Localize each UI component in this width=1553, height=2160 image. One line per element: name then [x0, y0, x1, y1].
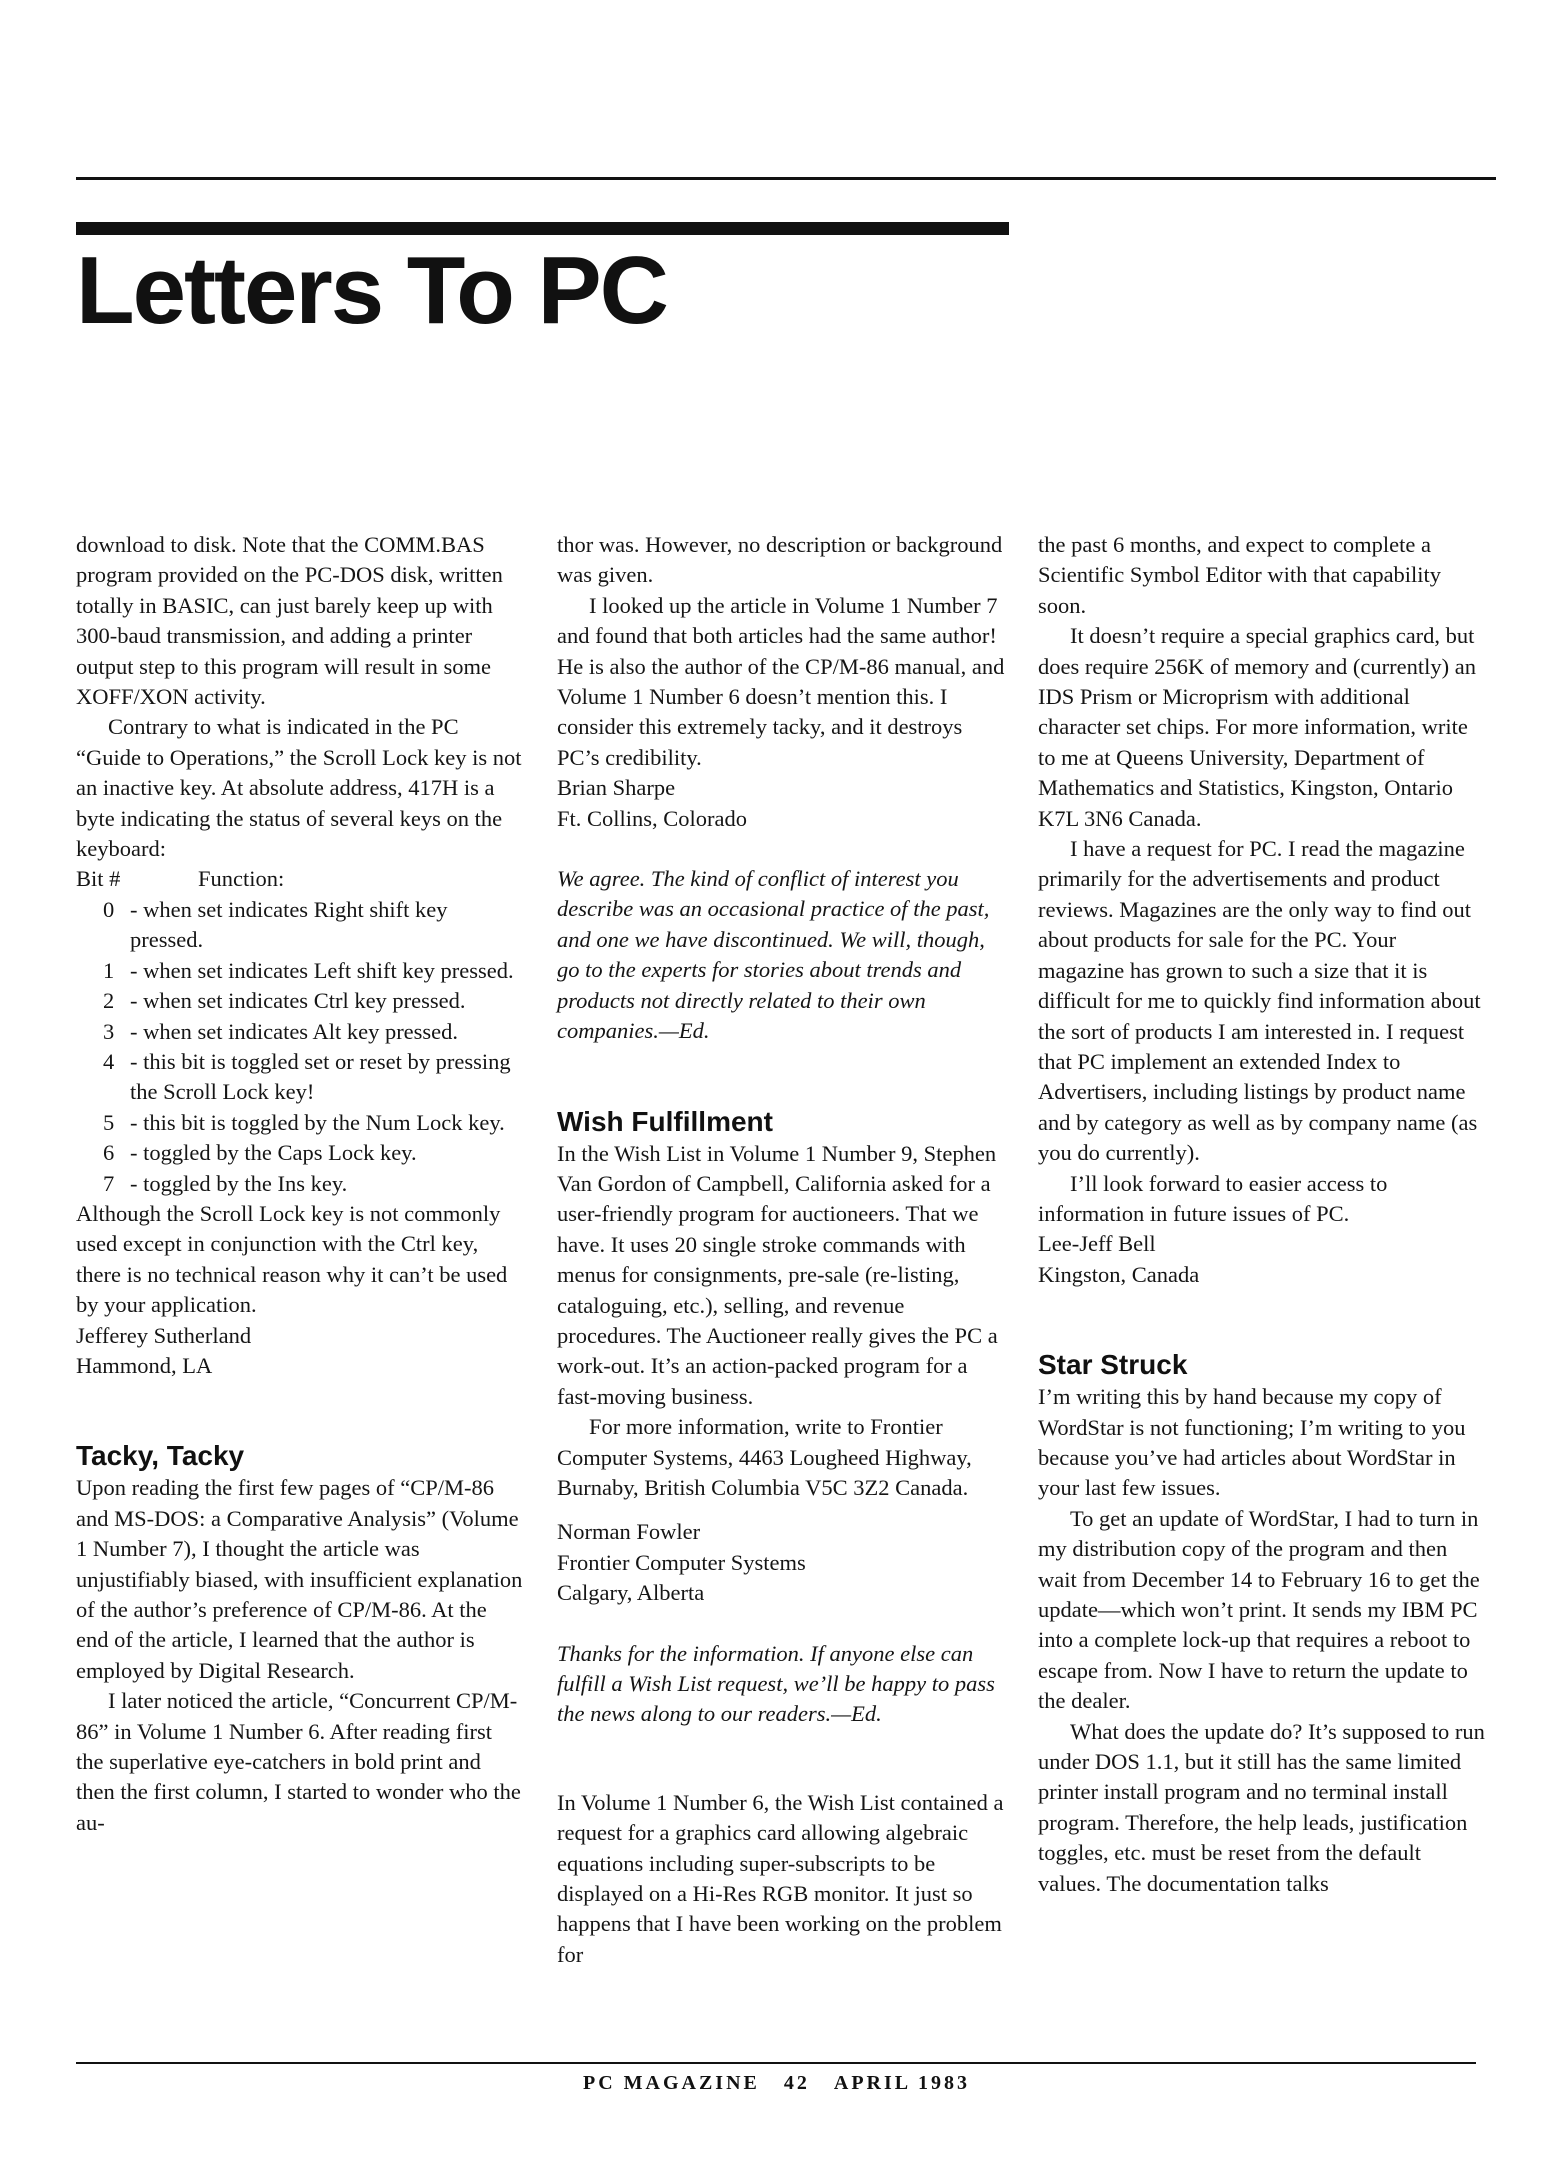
bit-number: 4 [103, 1048, 115, 1074]
section-heading-wish: Wish Fulfillment [557, 1105, 773, 1137]
bit-text: - when set indicates Right shift key pressed. [130, 896, 448, 953]
bit-item [76, 1047, 524, 1108]
signature-place: Hammond, LA [76, 1352, 213, 1378]
signature-org: Frontier Computer Systems [557, 1549, 806, 1575]
bit-number: 6 [103, 1140, 115, 1166]
bit-text: - this bit is toggled by the Num Lock key. [130, 1109, 505, 1135]
footer-magazine: PC MAGAZINE [582, 2072, 760, 2094]
bit-item [76, 895, 524, 956]
section-heading-tacky: Tacky, Tacky [76, 1440, 245, 1472]
bit-number: 1 [103, 957, 115, 983]
bit-text: - when set indicates Alt key pressed. [130, 1018, 459, 1044]
bit-text: - toggled by the Ins key. [130, 1170, 348, 1196]
bit-table-header [76, 864, 524, 894]
paragraph: In the Wish List in Volume 1 Number 9, Stephen Van Gordon of Campbell, California asked for a user-friendly program for auctioneers. That we have. It uses 20 single stroke commands with menus for consignments, pre-sale (re-listing, cataloguing, etc.), selling, and revenue procedures. The Auctioneer really gives the PC a work-out. It’s an action-packed program for a fast-moving business. [557, 1140, 998, 1409]
bit-item [76, 1169, 524, 1199]
paragraph: I have a request for PC. I read the magazine primarily for the advertisements and product reviews. Magazines are the only way to find out about products for sale for the PC. Your magazine has grown to such a size that it is difficult for me to quickly find information about the sort of products I am interested in. I request that PC implement an extended Index to Advertisers, including listings by product name and by category as well as by company name (as you do currently). [1038, 836, 1481, 1166]
bottom-rule [76, 2062, 1476, 2064]
signature-name: Norman Fowler [557, 1519, 701, 1545]
page-title: Letters To PC [76, 237, 667, 344]
bit-number: 2 [103, 988, 115, 1014]
paragraph: I’ll look forward to easier access to information in future issues of PC. [1038, 1170, 1388, 1226]
paragraph: the past 6 months, and expect to complete a Scientific Symbol Editor with that capability soon. [1038, 532, 1442, 618]
bit-item [76, 956, 524, 986]
editor-note: We agree. The kind of conflict of interest you describe was an occasional practice of the past, and one we have discontinued. We will, though, go to the experts for stories about trends and products not directly related to their own companies.—Ed. [557, 866, 990, 1044]
bit-text: - this bit is toggled set or reset by pressing the Scroll Lock key! [130, 1048, 511, 1105]
paragraph: I later noticed the article, “Concurrent CP/M-86” in Volume 1 Number 6. After reading first the superlative eye-catchers in bold print and then the first column, I started to wonder who the au- [76, 1688, 521, 1835]
top-rule [76, 177, 1496, 180]
function-header-label: Function: [198, 866, 285, 892]
bit-text: - when set indicates Ctrl key pressed. [130, 988, 466, 1014]
bit-text: - when set indicates Left shift key pressed. [130, 957, 514, 983]
bit-number: 7 [103, 1170, 115, 1196]
paragraph: Upon reading the first few pages of “CP/M-86 and MS-DOS: a Comparative Analysis” (Volume 1 Number 7), I thought the article was unjustifiably biased, with insufficient explanation of the author’s preference of CP/M-86. At the end of the article, I learned that the author is employed by Digital Research. [76, 1475, 523, 1683]
bit-text: - toggled by the Caps Lock key. [130, 1140, 417, 1166]
page-footer [0, 2072, 1553, 2095]
title-bar [76, 222, 1009, 235]
column-2 [557, 530, 1005, 1970]
bit-number: 5 [103, 1109, 115, 1135]
footer-page-number: 42 [783, 2072, 810, 2094]
bit-item [76, 1017, 524, 1047]
section-heading-star: Star Struck [1038, 1349, 1188, 1381]
paragraph: It doesn’t require a special graphics card, but does require 256K of memory and (currently) an IDS Prism or Microprism with additional character set chips. For more information, write to me at Queens University, Department of Mathematics and Statistics, Kingston, Ontario K7L 3N6 Canada. [1038, 623, 1476, 831]
column-3 [1038, 530, 1486, 1899]
paragraph: For more information, write to Frontier Computer Systems, 4463 Lougheed Highway, Burnaby, British Columbia V5C 3Z2 Canada. [557, 1414, 972, 1500]
bit-number: 0 [103, 896, 115, 922]
column-1 [76, 530, 524, 1838]
paragraph: download to disk. Note that the COMM.BAS program provided on the PC-DOS disk, written totally in BASIC, can just barely keep up with 300-baud transmission, and adding a printer output step to this program will result in some XOFF/XON activity. [76, 532, 503, 710]
paragraph: Contrary to what is indicated in the PC “Guide to Operations,” the Scroll Lock key is not an inactive key. At absolute address, 417H is a byte indicating the status of several keys on the keyboard: [76, 714, 522, 862]
signature-place: Kingston, Canada [1038, 1261, 1200, 1287]
paragraph: What does the update do? It’s supposed to run under DOS 1.1, but it still has the same limited printer install program and no terminal install program. Therefore, the help leads, justification toggles, etc. must be reset from the default values. The documentation talks [1038, 1718, 1485, 1896]
paragraph: I looked up the article in Volume 1 Number 7 and found that both articles had the same author! He is also the author of the CP/M-86 manual, and Volume 1 Number 6 doesn’t mention this. I consider this extremely tacky, and it destroys PC’s credibility. [557, 592, 1005, 770]
signature-place: Calgary, Alberta [557, 1580, 705, 1606]
bit-item [76, 986, 524, 1016]
bit-item [76, 1108, 524, 1138]
signature-name: Jefferey Sutherland [76, 1322, 252, 1348]
signature-name: Lee-Jeff Bell [1038, 1231, 1156, 1257]
editor-note: Thanks for the information. If anyone else can fulfill a Wish List request, we’ll be happy to pass the news along to our readers.—Ed. [557, 1640, 995, 1727]
bit-item [76, 1138, 524, 1168]
paragraph: Although the Scroll Lock key is not commonly used except in conjunction with the Ctrl key, there is no technical reason why it can’t be used by your application. [76, 1200, 508, 1318]
bit-number: 3 [103, 1018, 115, 1044]
paragraph: thor was. However, no description or background was given. [557, 532, 1003, 588]
paragraph: In Volume 1 Number 6, the Wish List contained a request for a graphics card allowing algebraic equations including super-subscripts to be displayed on a Hi-Res RGB monitor. It just so happens that I have been working on the problem for [557, 1789, 1004, 1967]
paragraph: I’m writing this by hand because my copy of WordStar is not functioning; I’m writing to you because you’ve had articles about WordStar in your last few issues. [1038, 1384, 1466, 1501]
footer-date: APRIL 1983 [833, 2072, 970, 2094]
signature-place: Ft. Collins, Colorado [557, 805, 748, 831]
signature-name: Brian Sharpe [557, 775, 676, 801]
paragraph: To get an update of WordStar, I had to turn in my distribution copy of the program and then wait from December 14 to February 16 to get the update—which won’t print. It sends my IBM PC into a complete lock-up that requires a reboot to escape from. Now I have to return the update to the dealer. [1038, 1505, 1480, 1714]
bit-header-label: Bit # [76, 866, 121, 892]
